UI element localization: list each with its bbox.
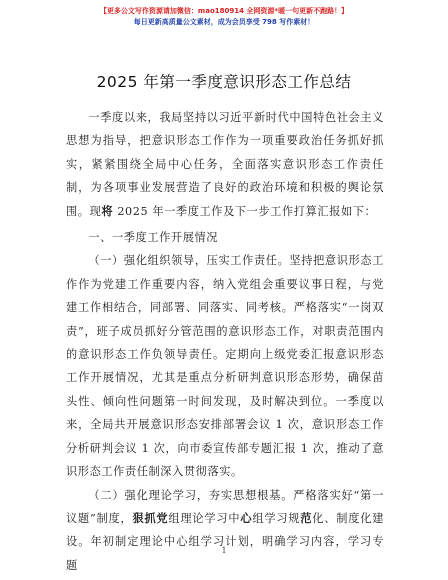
paragraph-2-bold-1: 狠抓党 bbox=[132, 510, 169, 525]
intro-bold-text: 将 bbox=[101, 203, 114, 218]
promo-banner-line-2: 每日更新高质量公文素材，成为会员享受 798 写作素材！ bbox=[133, 18, 315, 26]
paragraph-2-text-a: （二）强化理论学习，夯实思想根基。严格落实好“第一议题”制度， bbox=[66, 488, 384, 525]
paragraph-2-text-d: 化、制度化建设。年初制定理论中心组学习计划，明确学习内容，学习专题 bbox=[66, 511, 385, 572]
paragraph-2-text-b: 组理论学习中 bbox=[168, 511, 241, 525]
promo-banner-line-1: 【更多公文写作资源请加微信：mao180914 全网资源*暖一句更新不跑路！】 bbox=[99, 7, 349, 15]
page-number: 1 bbox=[221, 546, 227, 555]
paragraph-1: （一）强化组织领导，压实工作责任。坚持把意识形态工作作为党建工作重要内容，纳入党组会重要议事日程，与党建工作相结合，同部署、同落实、同考核。严格落实“一岗双责”，班子成员抓好分管范围的意识形态工作，对职责范围内的意识形态工作负领导责任。定期向上级党委汇报意识形态工作开展情况，尤其是重点分析研判意识形态形势，确保苗头性、倾向性问题第一时间发现，及时解决到位。一季度以来，全局共开展意识形态安排部署会议 1 次，意识形态工作分析研判会议 1 次，向市委宣传部专题汇报 1 次，推动了意识形态工作责任制深入贯彻落实。 bbox=[66, 254, 384, 479]
document-title: 2025 年第一季度意识形态工作总结 bbox=[96, 73, 352, 91]
paragraph-2-bold-3: 范 bbox=[300, 510, 313, 525]
paragraph-2-text-c: 组学习规 bbox=[252, 511, 301, 525]
paragraph-2-bold-2: 心 bbox=[240, 510, 253, 525]
document-body bbox=[66, 106, 384, 577]
intro-text: 一季度以来，我局坚持以习近平新时代中国特色社会主义思想为指导，把意识形态工作作为一项重要政治任务抓好抓实，紧紧围绕全局中心任务，全面落实意识形态工作责任制，为各项事业发展营造了良好的政治环境和积极的舆论氛围。现 bbox=[66, 111, 384, 218]
section-heading: 一、一季度工作开展情况 bbox=[88, 231, 219, 245]
paragraph-2 bbox=[66, 484, 384, 578]
promo-banner bbox=[0, 6, 448, 28]
intro-tail-text: 2025 年一季度工作及下一步工作打算汇报如下： bbox=[113, 204, 377, 218]
intro-paragraph bbox=[66, 106, 384, 223]
